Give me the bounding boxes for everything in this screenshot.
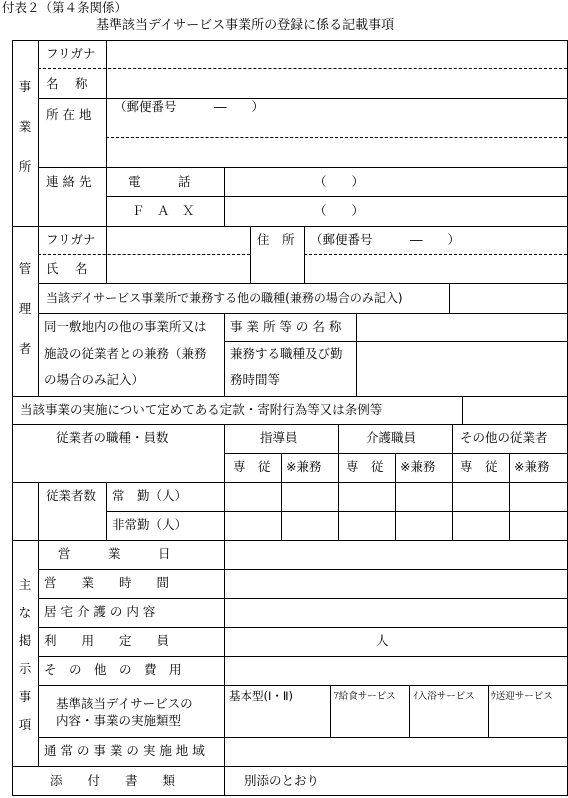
staff-count-label: 従業者数 xyxy=(46,488,97,503)
manager-postal-code: （郵便番号 ― ） xyxy=(310,232,461,247)
staff-group-other: その他の従業者 xyxy=(460,430,548,445)
office-contact-label: 連 絡 先 xyxy=(46,174,92,189)
office-postal-code: （郵便番号 ― ） xyxy=(114,99,265,114)
staff-kenmu-1: ※兼務 xyxy=(286,459,322,474)
posted-other-fees: そ の 他 の 費 用 xyxy=(44,662,182,677)
posted-section-label: 主 な 掲 示 事 項 xyxy=(18,577,32,732)
staff-parttime-label: 非常勤（人） xyxy=(112,517,188,532)
attachments-label: 添 付 書 類 xyxy=(50,773,176,788)
manager-section-label: 管 理 者 xyxy=(18,261,32,356)
manager-other-line-2: 施設の従業者との兼務（兼務 xyxy=(44,346,207,361)
staff-senju-1: 専 従 xyxy=(233,459,271,474)
manager-name-label: 氏 名 xyxy=(46,261,88,276)
manager-concurrent-title: 当該デイサービス事業所で兼務する他の職種(兼務の場合のみ記入) xyxy=(46,291,403,305)
office-name-label: 名 称 xyxy=(46,76,88,91)
office-address-label: 所 在 地 xyxy=(46,107,92,122)
staff-group-instructor: 指導員 xyxy=(260,430,298,445)
staff-kenmu-3: ※兼務 xyxy=(514,459,550,474)
office-section-label: 事 業 所 xyxy=(18,79,32,174)
office-phone-label: 電 話 xyxy=(128,174,191,189)
office-furigana-label: フリガナ xyxy=(46,46,96,61)
posted-type-transport: ｳ送迎サービス xyxy=(491,691,553,702)
form-title: 基準該当デイサービス事業所の登録に係る記載事項 xyxy=(96,18,395,33)
manager-duty-line-2: 務時間等 xyxy=(230,372,281,387)
bylaws-label: 当該事業の実施について定めてある定款・寄附行為等又は条例等 xyxy=(20,402,383,417)
staff-fulltime-label: 常 勤（人） xyxy=(112,488,188,503)
appendix-label: 付表２（第４条関係） xyxy=(2,0,128,15)
posted-type-line-1: 基準該当デイサービスの xyxy=(56,696,193,711)
posted-type-basic: 基本型(Ⅰ・Ⅱ) xyxy=(229,689,294,703)
manager-furigana-label: フリガナ xyxy=(46,232,96,247)
staff-senju-2: 専 従 xyxy=(346,459,384,474)
staff-senju-3: 専 従 xyxy=(460,459,498,474)
office-phone-paren: （ ） xyxy=(314,174,365,189)
manager-duty-line-1: 兼務する職種及び勤 xyxy=(230,346,343,361)
manager-office-name-label: 事 業 所 等 の 名 称 xyxy=(230,319,342,334)
office-fax-paren: （ ） xyxy=(314,203,365,218)
staff-kenmu-2: ※兼務 xyxy=(400,459,436,474)
posted-type-meal: ｱ給食サービス xyxy=(334,691,396,702)
posted-type-line-2: 内容・事業の実施類型 xyxy=(56,713,182,728)
staff-header-label: 従業者の職種・員数 xyxy=(56,430,169,445)
posted-care-content: 居 宅 介 護 の 内 容 xyxy=(44,604,156,619)
office-fax-label: Ｆ Ａ Ｘ xyxy=(132,203,195,218)
staff-group-caregiver: 介護職員 xyxy=(366,430,417,445)
manager-other-line-1: 同一敷地内の他の事業所又は xyxy=(44,319,207,334)
posted-capacity: 利 用 定 員 xyxy=(44,633,170,648)
posted-service-area: 通 常 の 事 業 の 実 施 地 域 xyxy=(44,743,205,758)
posted-business-hours: 営 業 時 間 xyxy=(44,575,170,590)
manager-other-line-3: の場合のみ記入） xyxy=(44,372,145,387)
posted-business-days: 営 業 日 xyxy=(58,546,171,561)
attachments-value: 別添のとおり xyxy=(244,773,320,788)
manager-address-label: 住 所 xyxy=(257,232,295,247)
posted-type-bath: ｲ入浴サービス xyxy=(413,691,475,702)
posted-capacity-unit: 人 xyxy=(376,633,389,648)
